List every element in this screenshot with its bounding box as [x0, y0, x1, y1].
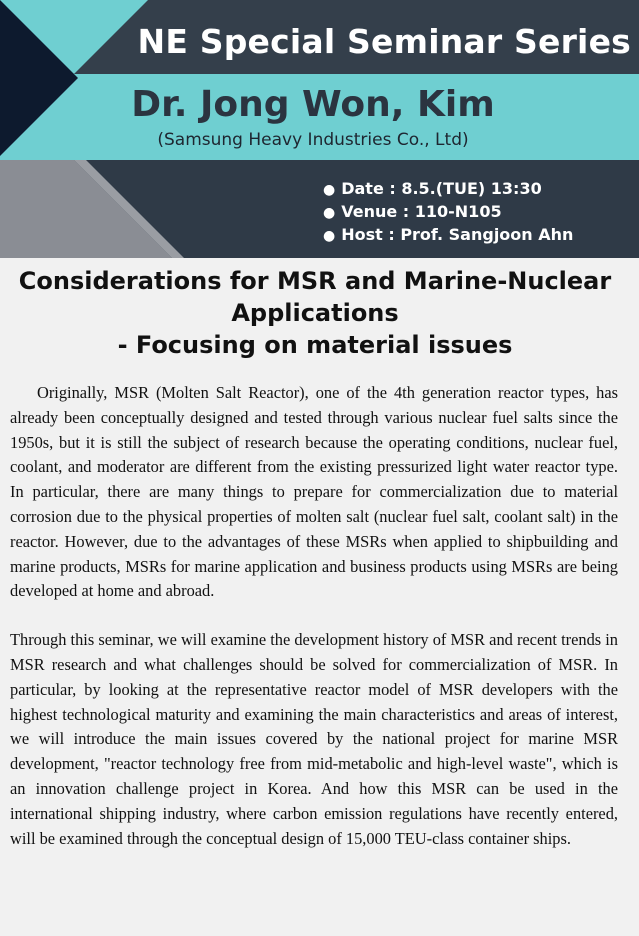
seminar-venue: ● Venue : 110-N105	[323, 201, 573, 224]
abstract-paragraph-1: Originally, MSR (Molten Salt Reactor), one of the 4th generation reactor types, has already been conceptually designed and tested through various nuclear fuel salts since the 1950s, but it is still the subject of research because the operating conditions, nuclear fuel, coolant, and moderator are different from the existing pressurized light water reactor type. In particular, there are many things to prepare for commercialization due to material corrosion due to the physical properties of molten salt (nuclear fuel salt, coolant salt) in the reactor. However, due to the advantages of these MSRs when applied to shipbuilding and marine products, MSRs for marine application and business products using MSRs are being developed at home and abroad.	[10, 383, 618, 601]
abstract-paragraph-2: Through this seminar, we will examine the development history of MSR and recent trends in MSR research and what challenges should be solved for commercialization of MSR. In particular, by looking at the representative reactor model of MSR developers with the highest technological maturity and examining the main characteristics and areas of interest, we will introduce the main issues covered by the national project for marine MSR development, "reactor technology free from mid-metabolic and high-level waste", which is an innovation challenge project in Korea. And how this MSR can be used in the international shipping industry, where carbon emission regulations have recently entered, will be examined through the conceptual design of 15,000 TEU-class container ships.	[10, 630, 618, 848]
abstract	[10, 381, 618, 851]
speaker-affiliation: (Samsung Heavy Industries Co., Ltd)	[157, 130, 469, 150]
seminar-date: ● Date : 8.5.(TUE) 13:30	[323, 178, 573, 201]
series-title: NE Special Seminar Series	[137, 22, 631, 61]
talk-title	[10, 265, 620, 361]
seminar-host: ● Host : Prof. Sangjoon Ahn	[323, 224, 573, 247]
seminar-info-list	[323, 178, 573, 247]
header-banner	[0, 0, 639, 258]
speaker-name: Dr. Jong Won, Kim	[131, 84, 495, 125]
talk-title-line2: - Focusing on material issues	[117, 331, 513, 359]
talk-title-line1: Considerations for MSR and Marine-Nuclear Applications	[18, 267, 612, 327]
